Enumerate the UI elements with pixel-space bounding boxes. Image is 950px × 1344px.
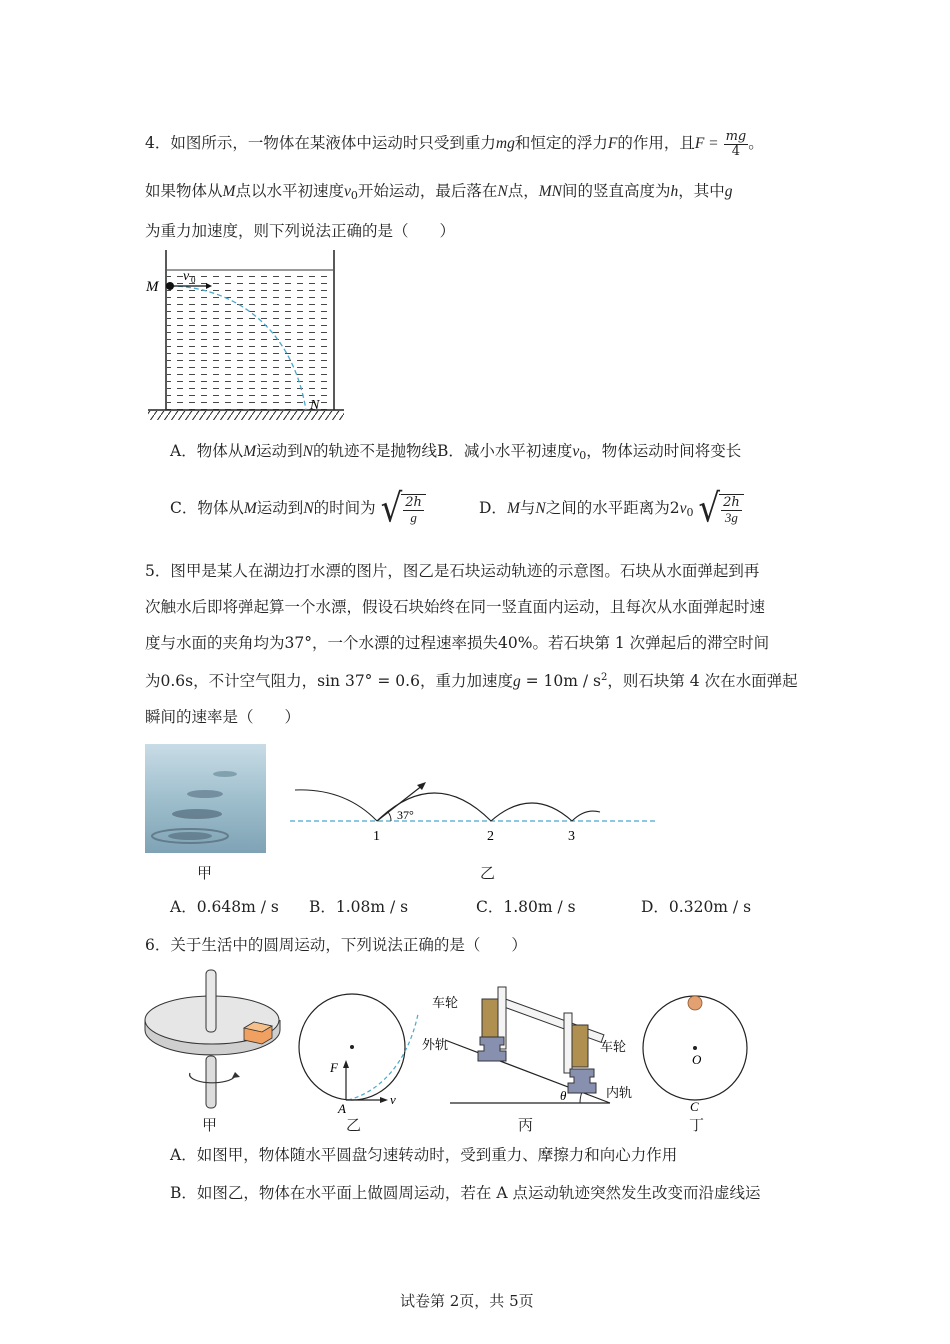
label-C: C — [690, 1099, 699, 1114]
sqrt-2h-over-g — [380, 486, 426, 532]
label-O: O — [692, 1052, 702, 1067]
q5-option-D: D．0.320m / s — [641, 898, 752, 916]
option-D-label: D． — [479, 499, 507, 517]
q5-text: ，重力加速度 — [419, 672, 513, 690]
math-mg: mg — [495, 135, 515, 153]
option-A-label: A．物体从 — [170, 442, 244, 460]
math-N: N — [497, 183, 508, 200]
math-N: N — [302, 443, 313, 460]
q4-option-A-B — [170, 442, 741, 462]
math-v: v — [343, 183, 351, 200]
arc-2-to-3 — [491, 803, 572, 821]
math-h: h — [670, 183, 679, 200]
center-dot — [350, 1045, 354, 1049]
q6-option-B: B．如图乙，物体在水平面上做圆周运动，若在 A 点运动轨迹突然发生改变而沿虚线运 — [170, 1184, 761, 1202]
math-percent: 40% — [498, 634, 533, 652]
sqrt-2h-over-3g — [698, 486, 743, 532]
option-C-label: C．物体从 — [170, 499, 244, 517]
math-sin: sin 37° = 0.6 — [317, 672, 420, 690]
q5-option-A: A．0.648m / s — [170, 898, 279, 916]
q4-text: 4．如图所示，一物体在某液体中运动时只受到重力 — [145, 134, 496, 153]
q5-stem-line-4 — [145, 672, 798, 692]
liquid-region — [167, 270, 333, 410]
angle-arc — [388, 812, 391, 821]
math-v: v — [679, 500, 687, 517]
q4-text: ，其中 — [678, 182, 725, 200]
opt-text: 的轨迹不是抛物线 — [312, 442, 437, 460]
inner-wheel-flange — [564, 1013, 572, 1073]
opt-text: 运动到 — [256, 442, 303, 460]
q5-text: ，一个水漂的过程速率损失 — [312, 634, 499, 652]
axle-top — [206, 970, 216, 1032]
theta-arc — [580, 1092, 582, 1103]
tangent-dashed-path — [348, 1014, 418, 1100]
q4-stem-line-3: 为重力加速度，则下列说法正确的是（ ） — [145, 222, 456, 240]
radicand — [719, 494, 744, 524]
q4-text: 和恒定的浮力 — [514, 134, 608, 153]
outer-wheel — [482, 999, 498, 1039]
q4-option-D — [479, 486, 744, 532]
fraction-mg-over-4 — [724, 130, 749, 158]
outer-rail-assembly — [478, 987, 506, 1061]
q6-figure-yi-circle — [290, 992, 425, 1117]
q6-option-A: A．如图甲，物体随水平圆盘匀速转动时，受到重力、摩擦力和向心力作用 — [170, 1146, 678, 1164]
incoming-arc — [295, 790, 377, 821]
point-3-label: 3 — [568, 829, 575, 844]
q5-stem-line-1: 5．图甲是某人在湖边打水漂的图片，图乙是石块运动轨迹的示意图。石块从水面弹起到再 — [145, 562, 760, 580]
angle-label: 37° — [397, 808, 414, 822]
frac-den: g — [410, 509, 417, 525]
label-v0-sub: 0 — [191, 275, 196, 285]
q6-caption-jia: 甲 — [202, 1116, 218, 1134]
point-2-label: 2 — [487, 829, 494, 844]
q6-figure-ding-vertical-circle — [640, 990, 750, 1115]
math-sub: 0 — [686, 506, 694, 519]
q4-text: 开始运动，最后落在 — [357, 182, 498, 200]
math-time: 0.6s — [160, 672, 194, 690]
q4-text: 如果物体从 — [145, 182, 223, 200]
q6-caption-bing: 丙 — [518, 1116, 534, 1134]
q4-stem-line-1 — [145, 130, 764, 158]
math-M: M — [222, 183, 236, 200]
q5-text: ，不计空气阻力， — [193, 672, 318, 690]
option-B-label: B．减小水平初速度 — [437, 442, 573, 460]
q4-text: 间的竖直高度为 — [561, 182, 671, 200]
q4-text: 。 — [748, 134, 764, 153]
math-g-value: = 10m / s — [520, 672, 601, 690]
ball — [688, 996, 702, 1010]
q5-caption-jia: 甲 — [197, 864, 213, 882]
q5-text: 。若石块第 1 次弹起后的滞空时间 — [532, 634, 770, 652]
math-angle: 37° — [284, 634, 312, 652]
rotation-arrow-head — [232, 1072, 240, 1078]
math-F-eq: F = — [694, 135, 719, 153]
inner-rail — [568, 1069, 596, 1093]
q5-stem-line-5: 瞬间的速率是（ ） — [145, 708, 301, 726]
label-M: M — [146, 279, 159, 295]
label-outer-rail: 外轨 — [422, 1038, 449, 1053]
q5-stem-line-3 — [145, 634, 769, 653]
opt-text: 之间的水平距离为2 — [545, 499, 680, 517]
force-arrow-head — [343, 1060, 349, 1068]
opt-text: 运动到 — [256, 499, 304, 517]
math-sub: 0 — [350, 189, 358, 202]
opt-text: 的时间为 — [313, 499, 376, 517]
math-MN: MN — [538, 183, 562, 200]
math-M: M — [243, 443, 257, 460]
q5-option-B: B．1.08m / s — [309, 898, 409, 916]
q4-option-C — [170, 486, 426, 532]
label-N: N — [310, 398, 320, 413]
q6-caption-yi: 乙 — [346, 1116, 362, 1134]
q5-text: 度与水面的夹角均为 — [145, 634, 285, 652]
math-N: N — [303, 500, 314, 517]
label-v: v — [390, 1092, 396, 1107]
q4-text: 点以水平初速度 — [235, 182, 344, 200]
q5-trajectory-diagram — [285, 770, 665, 845]
arc-after-3 — [572, 811, 600, 821]
label-wheel-2: 车轮 — [600, 1040, 627, 1055]
q6-stem: 6．关于生活中的圆周运动，下列说法正确的是（ ） — [145, 936, 527, 954]
math-g: g — [724, 183, 733, 200]
sqrt-symbol: √ — [380, 486, 403, 532]
label-inner-rail: 内轨 — [606, 1086, 633, 1101]
frac-den: 4 — [731, 143, 741, 159]
q5-stem-line-2: 次触水后即将弹起算一个水漂，假设石块始终在同一竖直面内运动，且每次从水面弹起时速 — [145, 598, 766, 616]
q6-caption-ding: 丁 — [689, 1116, 705, 1134]
point-1-label: 1 — [373, 829, 380, 844]
label-F: F — [330, 1060, 338, 1075]
opt-text: ，物体运动时间将变长 — [586, 442, 742, 460]
sqrt-symbol: √ — [698, 486, 721, 532]
frac-num: 2h — [723, 494, 740, 510]
q5-photo-stone-skipping — [145, 744, 266, 853]
label-A: A — [338, 1101, 346, 1116]
frac-num: 2h — [405, 494, 422, 510]
math-sup: 2 — [601, 672, 608, 683]
opt-text: 与 — [519, 499, 536, 517]
math-M: M — [506, 500, 520, 517]
math-sub: 0 — [579, 449, 587, 462]
velocity-arrow-head — [380, 1097, 388, 1103]
axle-bottom — [206, 1056, 216, 1108]
q5-text: ，则石块第 4 次在水面弹起 — [607, 672, 798, 690]
math-N: N — [535, 500, 546, 517]
q5-option-C: C．1.80m / s — [476, 898, 576, 916]
inner-wheel — [572, 1025, 588, 1067]
label-wheel-1: 车轮 — [432, 996, 459, 1011]
frac-den: 3g — [724, 509, 738, 525]
math-F: F — [607, 135, 618, 153]
object-dot — [166, 282, 174, 290]
math-g: g — [512, 673, 521, 690]
q4-text: 的作用，且 — [617, 134, 695, 153]
page-footer: 试卷第 2页，共 5页 — [400, 1292, 534, 1310]
q6-figure-jia-rotating-disk — [140, 968, 290, 1113]
q6-figure-bing-banked-rails — [420, 985, 640, 1110]
math-v: v — [572, 443, 580, 460]
frac-num: mg — [725, 129, 747, 144]
q4-stem-line-2 — [145, 182, 733, 202]
radicand — [401, 494, 426, 524]
label-theta: θ — [560, 1088, 567, 1103]
q4-container-figure — [140, 245, 350, 425]
q4-text: 点， — [507, 182, 539, 200]
center-O-dot — [693, 1046, 697, 1050]
q5-caption-yi: 乙 — [480, 864, 496, 882]
inner-rail-assembly — [564, 1013, 596, 1093]
label-v0: v — [183, 269, 190, 284]
q5-text: 为 — [145, 672, 161, 690]
math-M: M — [243, 500, 257, 517]
